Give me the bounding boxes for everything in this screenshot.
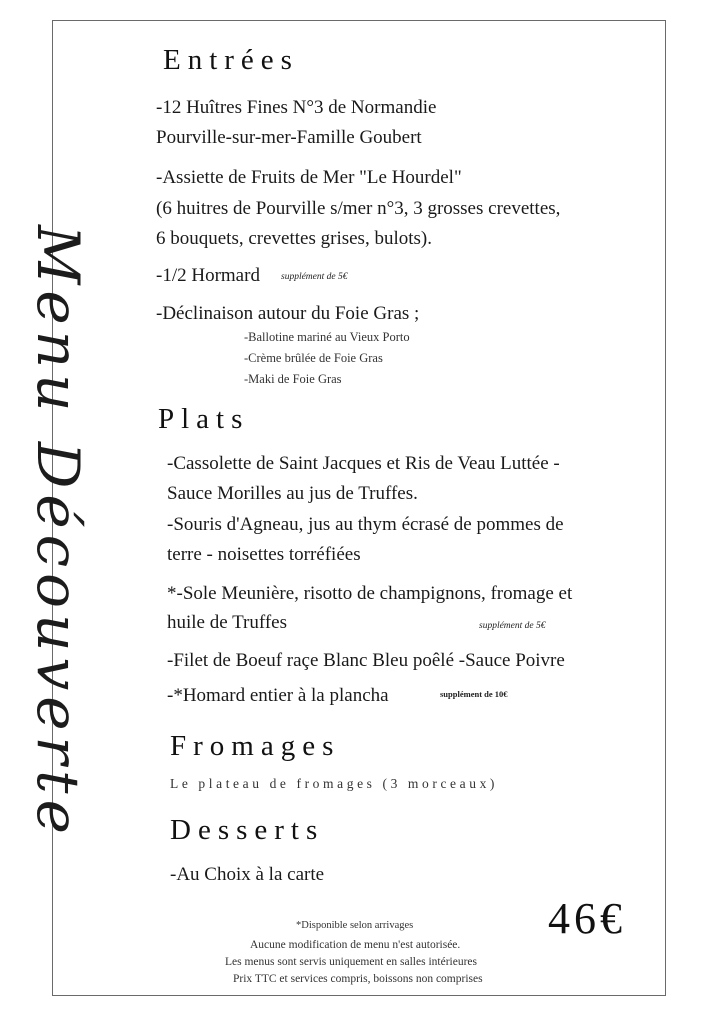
plat-3-line-2: huile de Truffes bbox=[167, 612, 287, 633]
hormard-supplement-note: supplément de 5€ bbox=[281, 272, 348, 282]
menu-side-title: Menu Découverte bbox=[24, 225, 92, 840]
foie-gras-subitem-3: -Maki de Foie Gras bbox=[244, 372, 342, 386]
entree-3-line-1: -1/2 Hormard bbox=[156, 265, 260, 286]
plat-3-line-1: *-Sole Meunière, risotto de champignons, fromage et bbox=[167, 583, 573, 604]
availability-note: *Disponible selon arrivages bbox=[296, 920, 414, 931]
dessert-item: -Au Choix à la carte bbox=[170, 864, 325, 885]
foie-gras-subitem-2: -Crème brûlée de Foie Gras bbox=[244, 351, 383, 365]
entree-1-line-1: -12 Huîtres Fines N°3 de Normandie bbox=[156, 97, 437, 118]
entree-2-line-3: 6 bouquets, crevettes grises, bulots). bbox=[156, 228, 432, 249]
plat-4-line-1: -Filet de Boeuf raçe Blanc Bleu poêlé -Sauce Poivre bbox=[167, 650, 565, 671]
section-title-plats: Plats bbox=[158, 403, 250, 435]
plat-2-line-2: terre - noisettes torréfiées bbox=[167, 544, 361, 565]
sole-supplement-note: supplément de 5€ bbox=[479, 621, 546, 631]
homard-supplement-note: supplément de 10€ bbox=[440, 689, 508, 699]
entree-2-line-2: (6 huitres de Pourville s/mer n°3, 3 grosses crevettes, bbox=[156, 198, 561, 219]
entree-4-line-1: -Déclinaison autour du Foie Gras ; bbox=[156, 303, 420, 324]
footer-line-2: Les menus sont servis uniquement en salles intérieures bbox=[225, 956, 477, 968]
plat-2-line-1: -Souris d'Agneau, jus au thym écrasé de pommes de bbox=[167, 514, 564, 535]
fromages-plateau: Le plateau de fromages (3 morceaux) bbox=[170, 776, 499, 791]
plat-1-line-2: Sauce Morilles au jus de Truffes. bbox=[167, 483, 418, 504]
foie-gras-subitem-1: -Ballotine mariné au Vieux Porto bbox=[244, 330, 410, 344]
footer-line-1: Aucune modification de menu n'est autorisée. bbox=[250, 939, 461, 951]
entree-2-line-1: -Assiette de Fruits de Mer "Le Hourdel" bbox=[156, 167, 462, 188]
section-title-fromages: Fromages bbox=[170, 730, 341, 762]
section-title-desserts: Desserts bbox=[170, 814, 325, 846]
entree-1-line-2: Pourville-sur-mer-Famille Goubert bbox=[156, 127, 422, 148]
footer-line-3: Prix TTC et services compris, boissons non comprises bbox=[233, 973, 483, 985]
section-title-entrees: Entrées bbox=[163, 44, 299, 76]
plat-5-line-1: -*Homard entier à la plancha bbox=[167, 685, 389, 706]
plat-1-line-1: -Cassolette de Saint Jacques et Ris de Veau Luttée - bbox=[167, 453, 560, 474]
menu-price: 46€ bbox=[548, 894, 626, 943]
